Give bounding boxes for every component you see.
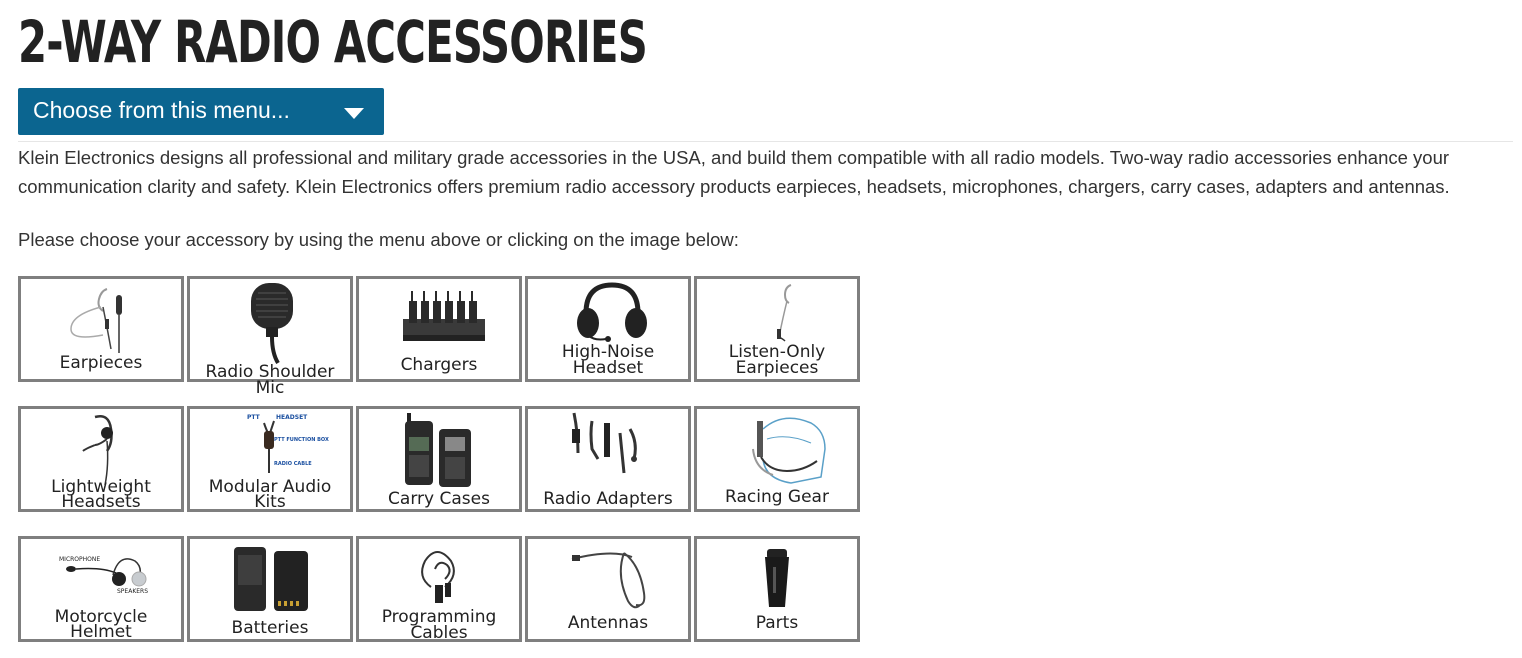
tile-label: Antennas — [567, 613, 649, 633]
tile-racing-gear[interactable] — [694, 406, 860, 512]
tile-label: Carry Cases — [388, 489, 490, 509]
tile-label: Radio Shoulder Mic — [205, 362, 335, 398]
diagram-label-speakers: SPEAKERS — [117, 588, 149, 595]
tile-chargers[interactable] — [356, 276, 522, 382]
tile-label: Listen-Only — [728, 342, 826, 362]
tile-label: Headsets — [61, 492, 141, 512]
page-title: 2-WAY RADIO ACCESSORIES — [18, 8, 648, 76]
caret-down-icon — [344, 108, 364, 119]
tile-label: Helmet — [70, 622, 132, 642]
diagram-label-headset: HEADSET — [276, 414, 308, 421]
tile-modular-audio-kits[interactable] — [187, 406, 353, 512]
tile-label: Earpieces — [59, 353, 143, 373]
diagram-label-ptt: PTT — [247, 414, 260, 421]
tile-label: Earpieces — [735, 358, 819, 378]
tile-label: Batteries — [231, 618, 309, 638]
tile-motorcycle-helmet[interactable] — [18, 536, 184, 642]
tile-label: Modular Audio — [208, 477, 332, 497]
tile-label: Cables — [410, 623, 468, 643]
accessory-menu-dropdown[interactable] — [18, 88, 384, 135]
diagram-label-function-box: PTT FUNCTION BOX — [274, 437, 329, 443]
tile-programming-cables[interactable] — [356, 536, 522, 642]
tile-parts[interactable] — [694, 536, 860, 642]
diagram-label-radio-cable: RADIO CABLE — [274, 461, 312, 467]
instruction-text: Please choose your accessory by using the menu above or clicking on the image below: — [18, 229, 739, 250]
diagram-label-microphone: MICROPHONE — [59, 556, 101, 563]
divider — [18, 141, 1513, 142]
tile-label: Lightweight — [51, 477, 151, 497]
tile-label: Motorcycle — [54, 607, 148, 627]
tile-label: Racing Gear — [725, 487, 829, 507]
tile-label: Programming — [381, 607, 497, 627]
tile-label: Radio Adapters — [543, 489, 673, 509]
tile-antennas[interactable] — [525, 536, 691, 642]
tile-label: High-Noise — [561, 342, 655, 362]
intro-paragraph: Klein Electronics designs all professional and military grade accessories in the USA, and build them compatible with all radio models. Two-way radio accessories enhance your communication clarity and safety. Klein Electronics offers premium radio accessory products earpieces, headsets, microphones, chargers, carry cases, adapters and antennas. — [18, 147, 1450, 197]
tile-label: Parts — [755, 613, 799, 633]
tile-high-noise-headset[interactable] — [525, 276, 691, 382]
tile-carry-cases[interactable] — [356, 406, 522, 512]
tile-lightweight-headsets[interactable] — [18, 406, 184, 512]
tile-label: Chargers — [400, 355, 478, 375]
tile-radio-adapters[interactable] — [525, 406, 691, 512]
tile-label: Headset — [572, 358, 644, 378]
tile-listen-only-earpieces[interactable] — [694, 276, 860, 382]
menu-label: Choose from this menu... — [33, 97, 290, 123]
tile-batteries[interactable] — [187, 536, 353, 642]
tile-earpieces[interactable] — [18, 276, 184, 382]
tile-label: Kits — [254, 492, 286, 512]
tile-radio-shoulder-mic[interactable] — [187, 276, 353, 398]
